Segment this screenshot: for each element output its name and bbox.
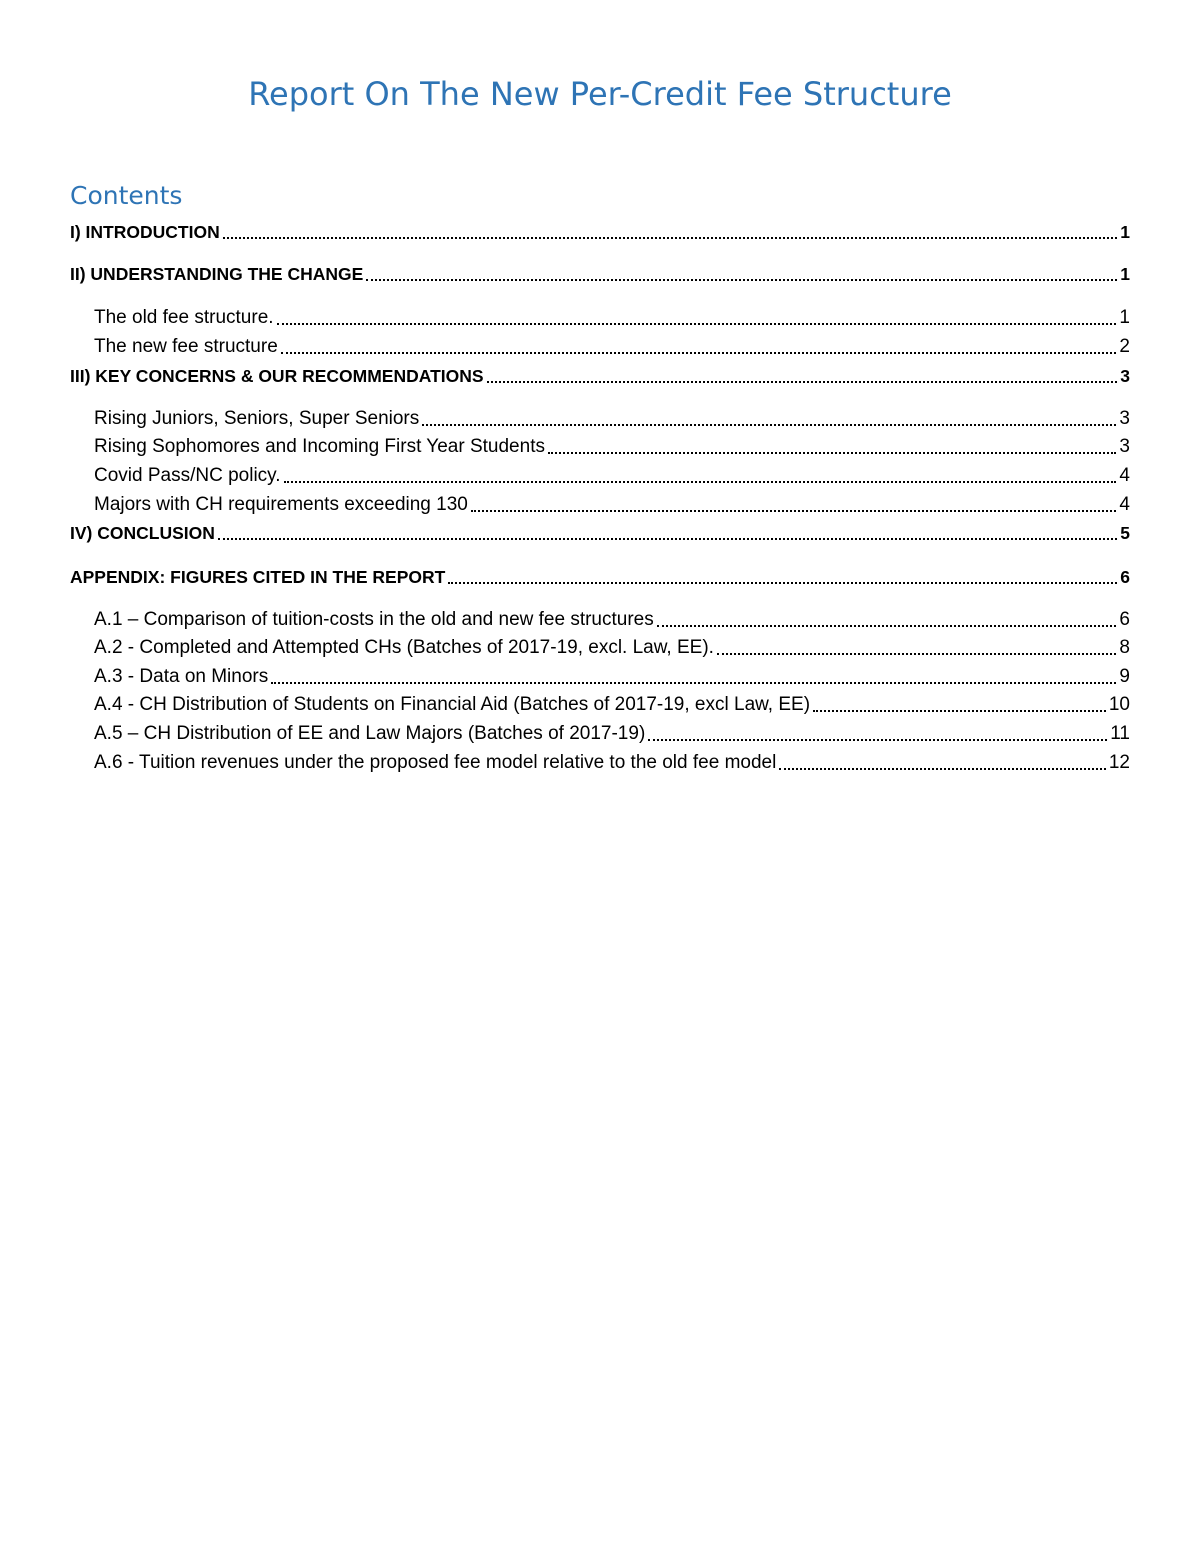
toc-entry-label: The new fee structure	[94, 336, 278, 357]
toc-leader-dots	[471, 493, 1117, 517]
toc-entry-page: 3	[1119, 408, 1130, 429]
toc-leader-dots	[366, 262, 1117, 286]
toc-entry-page: 1	[1119, 307, 1130, 328]
toc-entry-page: 4	[1119, 465, 1130, 486]
toc-entry-label: IV) CONCLUSION	[70, 523, 215, 543]
toc-entry-appendix-a6[interactable]	[94, 749, 1130, 775]
toc-entry-label: A.3 - Data on Minors	[94, 666, 269, 687]
toc-leader-dots	[284, 464, 1117, 488]
toc-entry-label: A.2 - Completed and Attempted CHs (Batches of 2017-19, excl. Law, EE).	[94, 637, 714, 658]
toc-entry-page: 2	[1119, 336, 1130, 357]
toc-leader-dots	[487, 364, 1118, 388]
toc-leader-dots	[271, 665, 1116, 689]
toc-entry-label: A.1 – Comparison of tuition-costs in the old and new fee structures	[94, 609, 654, 630]
toc-entry-label: I) INTRODUCTION	[70, 222, 220, 242]
toc-entry-page: 3	[1120, 366, 1130, 386]
toc-entry-page: 1	[1120, 222, 1130, 242]
toc-entry-appendix[interactable]	[70, 563, 1130, 589]
document-title: Report On The New Per-Credit Fee Structure	[248, 75, 952, 113]
toc-entry-page: 8	[1119, 637, 1130, 658]
toc-leader-dots	[813, 693, 1106, 717]
toc-entry-page: 5	[1120, 523, 1130, 543]
toc-entry-key-concerns[interactable]	[70, 362, 1130, 388]
toc-leader-dots	[422, 407, 1116, 431]
toc-leader-dots	[218, 521, 1117, 545]
toc-entry-label: APPENDIX: FIGURES CITED IN THE REPORT	[70, 567, 446, 587]
toc-leader-dots	[448, 565, 1117, 589]
toc-entry-page: 10	[1108, 694, 1130, 715]
toc-entry-label: Covid Pass/NC policy.	[94, 465, 281, 486]
toc-leader-dots	[548, 435, 1116, 459]
toc-entry-appendix-a3[interactable]	[94, 663, 1130, 689]
toc-leader-dots	[657, 608, 1117, 632]
toc-entry-page: 4	[1119, 494, 1130, 515]
toc-entry-label: II) UNDERSTANDING THE CHANGE	[70, 264, 364, 284]
toc-entry-covid-pass-nc[interactable]	[94, 462, 1130, 488]
toc-leader-dots	[281, 335, 1117, 359]
toc-entry-label: III) KEY CONCERNS & OUR RECOMMENDATIONS	[70, 366, 484, 386]
toc-entry-understanding-the-change[interactable]	[70, 260, 1130, 286]
toc-entry-appendix-a5[interactable]	[94, 720, 1130, 746]
toc-entry-label: A.6 - Tuition revenues under the proposed fee model relative to the old fee model	[94, 752, 777, 773]
toc-leader-dots	[717, 636, 1116, 660]
toc-entry-page: 11	[1110, 723, 1130, 744]
toc-entry-label: A.5 – CH Distribution of EE and Law Majors (Batches of 2017-19)	[94, 723, 646, 744]
toc-entry-majors-ch-requirements[interactable]	[94, 491, 1130, 517]
toc-entry-page: 6	[1119, 609, 1130, 630]
toc-entry-appendix-a2[interactable]	[94, 634, 1130, 660]
toc-entry-introduction[interactable]	[70, 218, 1130, 244]
toc-leader-dots	[277, 306, 1117, 330]
toc-leader-dots	[779, 751, 1106, 775]
contents-heading: Contents	[70, 181, 183, 210]
toc-entry-page: 1	[1120, 264, 1130, 284]
toc-entry-conclusion[interactable]	[70, 519, 1130, 545]
toc-entry-rising-sophomores[interactable]	[94, 433, 1130, 459]
toc-entry-page: 9	[1119, 666, 1130, 687]
toc-entry-page: 6	[1120, 567, 1130, 587]
toc-entry-old-fee-structure[interactable]	[94, 304, 1130, 330]
toc-entry-label: The old fee structure.	[94, 307, 274, 328]
toc-entry-rising-juniors[interactable]	[94, 405, 1130, 431]
toc-entry-label: Rising Juniors, Seniors, Super Seniors	[94, 408, 420, 429]
toc-leader-dots	[648, 722, 1107, 746]
toc-entry-label: Rising Sophomores and Incoming First Year Students	[94, 436, 545, 457]
toc-leader-dots	[223, 220, 1118, 244]
toc-entry-page: 12	[1108, 752, 1130, 773]
toc-entry-page: 3	[1119, 436, 1130, 457]
toc-entry-appendix-a4[interactable]	[94, 691, 1130, 717]
toc-entry-label: A.4 - CH Distribution of Students on Financial Aid (Batches of 2017-19, excl Law, EE)	[94, 694, 811, 715]
toc-entry-appendix-a1[interactable]	[94, 606, 1130, 632]
toc-entry-new-fee-structure[interactable]	[94, 333, 1130, 359]
toc-entry-label: Majors with CH requirements exceeding 130	[94, 494, 468, 515]
